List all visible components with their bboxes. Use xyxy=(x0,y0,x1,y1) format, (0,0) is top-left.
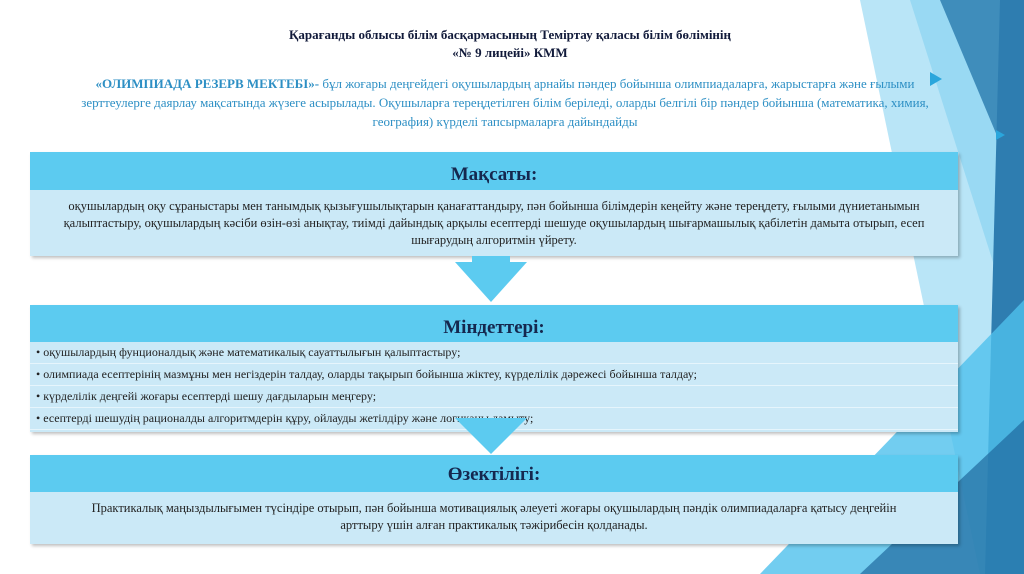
title-line-2: «№ 9 лицейі» КММ xyxy=(452,45,568,60)
relevance-box xyxy=(30,455,958,544)
goal-text: оқушылардың оқу сұраныстары мен танымдық қызығушылықтарын қанағаттандыру, пән бойынша білімдерін кеңейту және тереңдету, ғылыми дүниетанымын қалыптастыру, оқушылардың кәсіби өзін-өзі анықтау, тиімді дайындық арқылы есептерді шешуде оқушылардың шығармашылық қабілетін дамыта отырып, есеп шығарудың алгоритмін үйрету. xyxy=(30,190,958,256)
relevance-text: Практикалық маңыздылығымен түсіндіре отырып, пән бойынша мотивациялық әлеуеті жоғары оқушылардың пәндік олимпиадаларға қатысу деңгейін арттыру үшін алған практикалық тәжірибесін қолданады. xyxy=(30,492,958,544)
intro-highlight: «ОЛИМПИАДА РЕЗЕРВ МЕКТЕБІ»- xyxy=(95,76,320,91)
task-item: • олимпиада есептерінің мазмұны мен негіздерін талдау, оларды тақырып бойынша жіктеу, күрделілік дәрежесі бойынша талдау; xyxy=(30,364,958,386)
title-line-1: Қарағанды облысы білім басқармасының Теміртау қаласы білім бөлімінің xyxy=(288,27,732,42)
goal-title: Мақсаты: xyxy=(30,152,958,190)
intro-paragraph xyxy=(60,74,950,131)
task-item: • оқушылардың фунционалдық және математикалық сауаттылығын қалыптастыру; xyxy=(30,342,958,364)
relevance-title: Өзектілігі: xyxy=(30,455,958,492)
goal-box xyxy=(30,152,958,256)
tasks-box xyxy=(30,305,958,432)
intro-text: бұл жоғары деңгейдегі оқушылардың арнайы пәндер бойынша олимпиадаларға, жарыстарға және ғылыми зерттеулерге даярлау мақсатында жүзеге асырылады. Оқушыларға тереңдетілген білім беріледі, оларды белгілі бір пәндер бойынша (математика, химия, география) күрделі тапсырмаларға дайындайды xyxy=(81,76,929,129)
task-item: • есептерді шешудің рационалды алгоритмдерін құру, ойлауды жетілдіру және логиканы дамыту; xyxy=(30,408,958,430)
tasks-title: Міндеттері: xyxy=(30,305,958,342)
arrow-down-icon xyxy=(455,418,527,454)
slide-title xyxy=(150,26,870,62)
arrow-down-icon xyxy=(455,262,527,302)
task-item: • күрделілік деңгейі жоғары есептерді шешу дағдыларын меңгеру; xyxy=(30,386,958,408)
